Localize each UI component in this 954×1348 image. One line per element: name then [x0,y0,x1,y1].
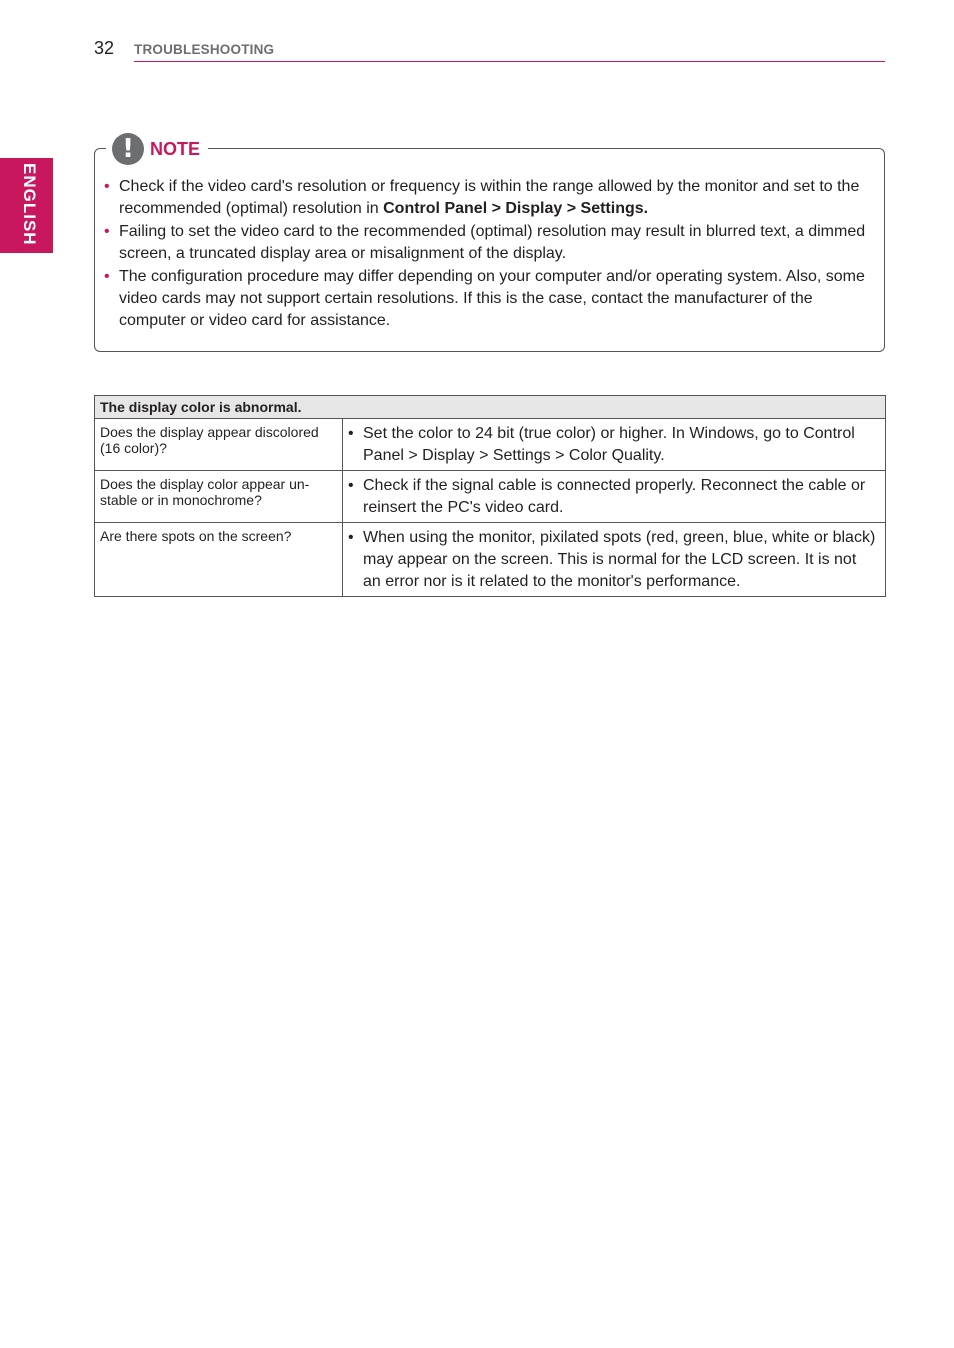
bullet-icon: • [348,425,354,442]
page-number: 32 [94,38,115,58]
table-row [95,523,886,597]
bullet-icon: • [348,529,354,546]
note-item: • The configuration procedure may differ depending on your computer and/or operating system. Also, some video cards may not support certain resolutions. If this is the case, contact the manufacturer of the computer or video card for assistance. [104,268,865,329]
bullet-icon: • [104,178,110,195]
section-title: TROUBLESHOOTING [134,42,275,57]
header-divider [134,61,885,62]
troubleshooting-table [94,395,886,597]
note-item: • Failing to set the video card to the recommended (optimal) resolution may result in blurred text, a dimmed screen, a truncated display area or misalignment of the display. [104,223,866,262]
table-header-row [95,396,886,419]
note-item: • Check if the video card's resolution or frequency is within the range allowed by the monitor and set to the recommended (optimal) resolution in Control Panel > Display > Settings. [104,178,860,217]
note-list [104,176,874,333]
note-item-emphasis: Control Panel > Display > Settings. [383,200,649,217]
page-header [94,38,885,64]
bullet-icon: • [104,268,110,285]
answer-cell: • When using the monitor, pixilated spots (red, green, blue, white or black) may appear on the screen. This is normal for the LCD screen. It is not an error nor is it related to the monitor's performance. [343,523,886,597]
question-cell: Are there spots on the screen? [95,523,343,597]
note-title: NOTE [150,138,201,159]
note-heading [106,132,208,166]
question-cell: Does the display color appear un-stable or in monochrome? [95,471,343,523]
table-row [95,419,886,471]
table-header: The display color is abnormal. [95,396,886,419]
language-tab-label: ENGLISH [20,163,39,246]
bullet-icon: • [104,223,110,240]
exclamation-icon: ! [112,133,144,165]
answer-cell: • Check if the signal cable is connected properly. Reconnect the cable or reinsert the PC's video card. [343,471,886,523]
bullet-icon: • [348,477,354,494]
question-cell: Does the display appear discolored (16 color)? [95,419,343,471]
table-row [95,471,886,523]
answer-cell: • Set the color to 24 bit (true color) or higher. In Windows, go to Control Panel > Display > Settings > Color Quality. [343,419,886,471]
